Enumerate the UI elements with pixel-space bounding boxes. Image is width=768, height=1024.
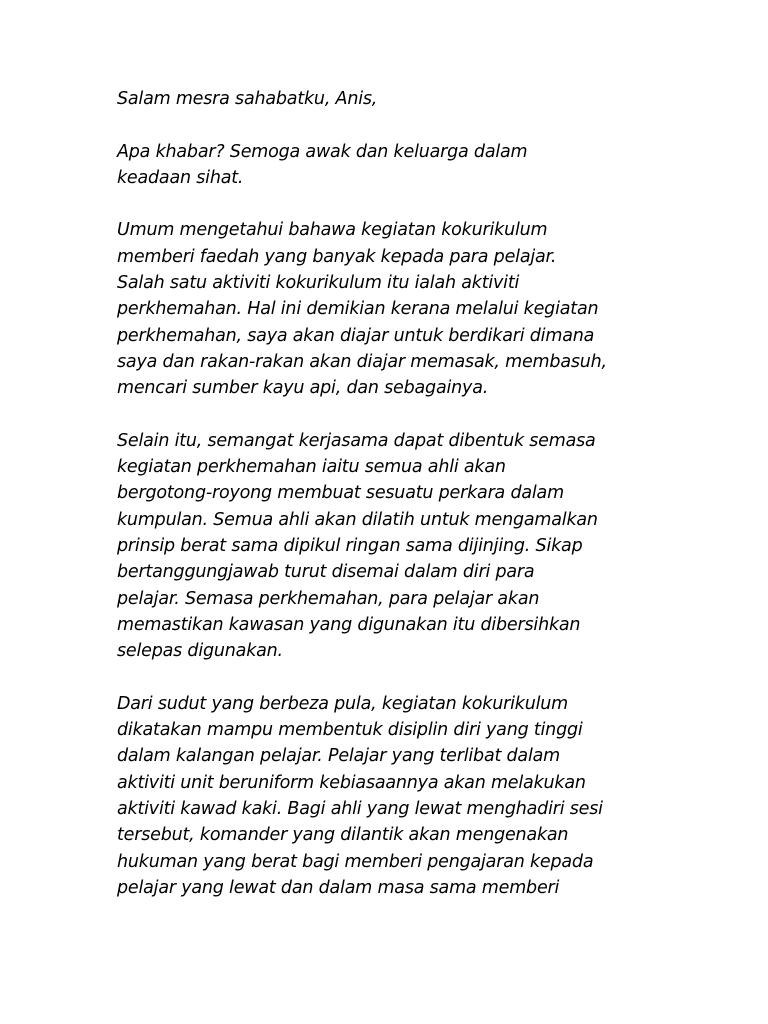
text-line: Apa khabar? Semoga awak dan keluarga dalam [117,141,528,162]
text-line: pelajar. Semasa perkhemahan, para pelajar akan [117,588,540,609]
paragraph-gap [117,112,677,138]
text-line: selepas digunakan. [117,641,283,662]
paragraph-gap [117,191,677,217]
text-line: dikatakan mampu membentuk disiplin diri yang tinggi [117,720,583,741]
text-line: kumpulan. Semua ahli akan dilatih untuk mengamalkan [117,509,598,530]
text-line: bertanggungjawab turut disemai dalam diri para [117,562,535,583]
text-line: prinsip berat sama dipikul ringan sama dijinjing. Sikap [117,536,583,557]
text-line: memastikan kawasan yang digunakan itu dibersihkan [117,614,581,635]
text-line: Umum mengetahui bahawa kegiatan kokurikulum [117,220,548,241]
text-line: aktiviti kawad kaki. Bagi ahli yang lewat menghadiri sesi [117,799,603,820]
letter-body [117,86,677,901]
text-line: Selain itu, semangat kerjasama dapat dibentuk semasa [117,430,596,451]
paragraph-4 [117,691,677,901]
paragraph-gap [117,665,677,691]
paragraph-3 [117,428,677,665]
paragraph-2 [117,217,677,401]
paragraph-gap [117,402,677,428]
text-line: hukuman yang berat bagi memberi pengajaran kepada [117,851,594,872]
text-line: mencari sumber kayu api, dan sebagainya. [117,378,489,399]
text-line: perkhemahan. Hal ini demikian kerana melalui kegiatan [117,299,599,320]
text-line: bergotong-royong membuat sesuatu perkara dalam [117,483,564,504]
letter-greeting: Salam mesra sahabatku, Anis, [117,89,378,109]
text-line: memberi faedah yang banyak kepada para pelajar. [117,246,557,267]
text-line: pelajar yang lewat dan dalam masa sama memberi [117,877,560,898]
text-line: aktiviti unit beruniform kebiasaannya akan melakukan [117,772,586,793]
paragraph-1 [117,139,677,192]
text-line: Dari sudut yang berbeza pula, kegiatan kokurikulum [117,693,569,714]
text-line: tersebut, komander yang dilantik akan mengenakan [117,825,569,846]
text-line: Salah satu aktiviti kokurikulum itu ialah aktiviti [117,273,520,294]
text-line: keadaan sihat. [117,167,244,188]
text-line: kegiatan perkhemahan iaitu semua ahli akan [117,457,506,478]
text-line: perkhemahan, saya akan diajar untuk berdikari dimana [117,325,595,346]
text-line: dalam kalangan pelajar. Pelajar yang terlibat dalam [117,746,560,767]
text-line: saya dan rakan-rakan akan diajar memasak, membasuh, [117,351,607,372]
